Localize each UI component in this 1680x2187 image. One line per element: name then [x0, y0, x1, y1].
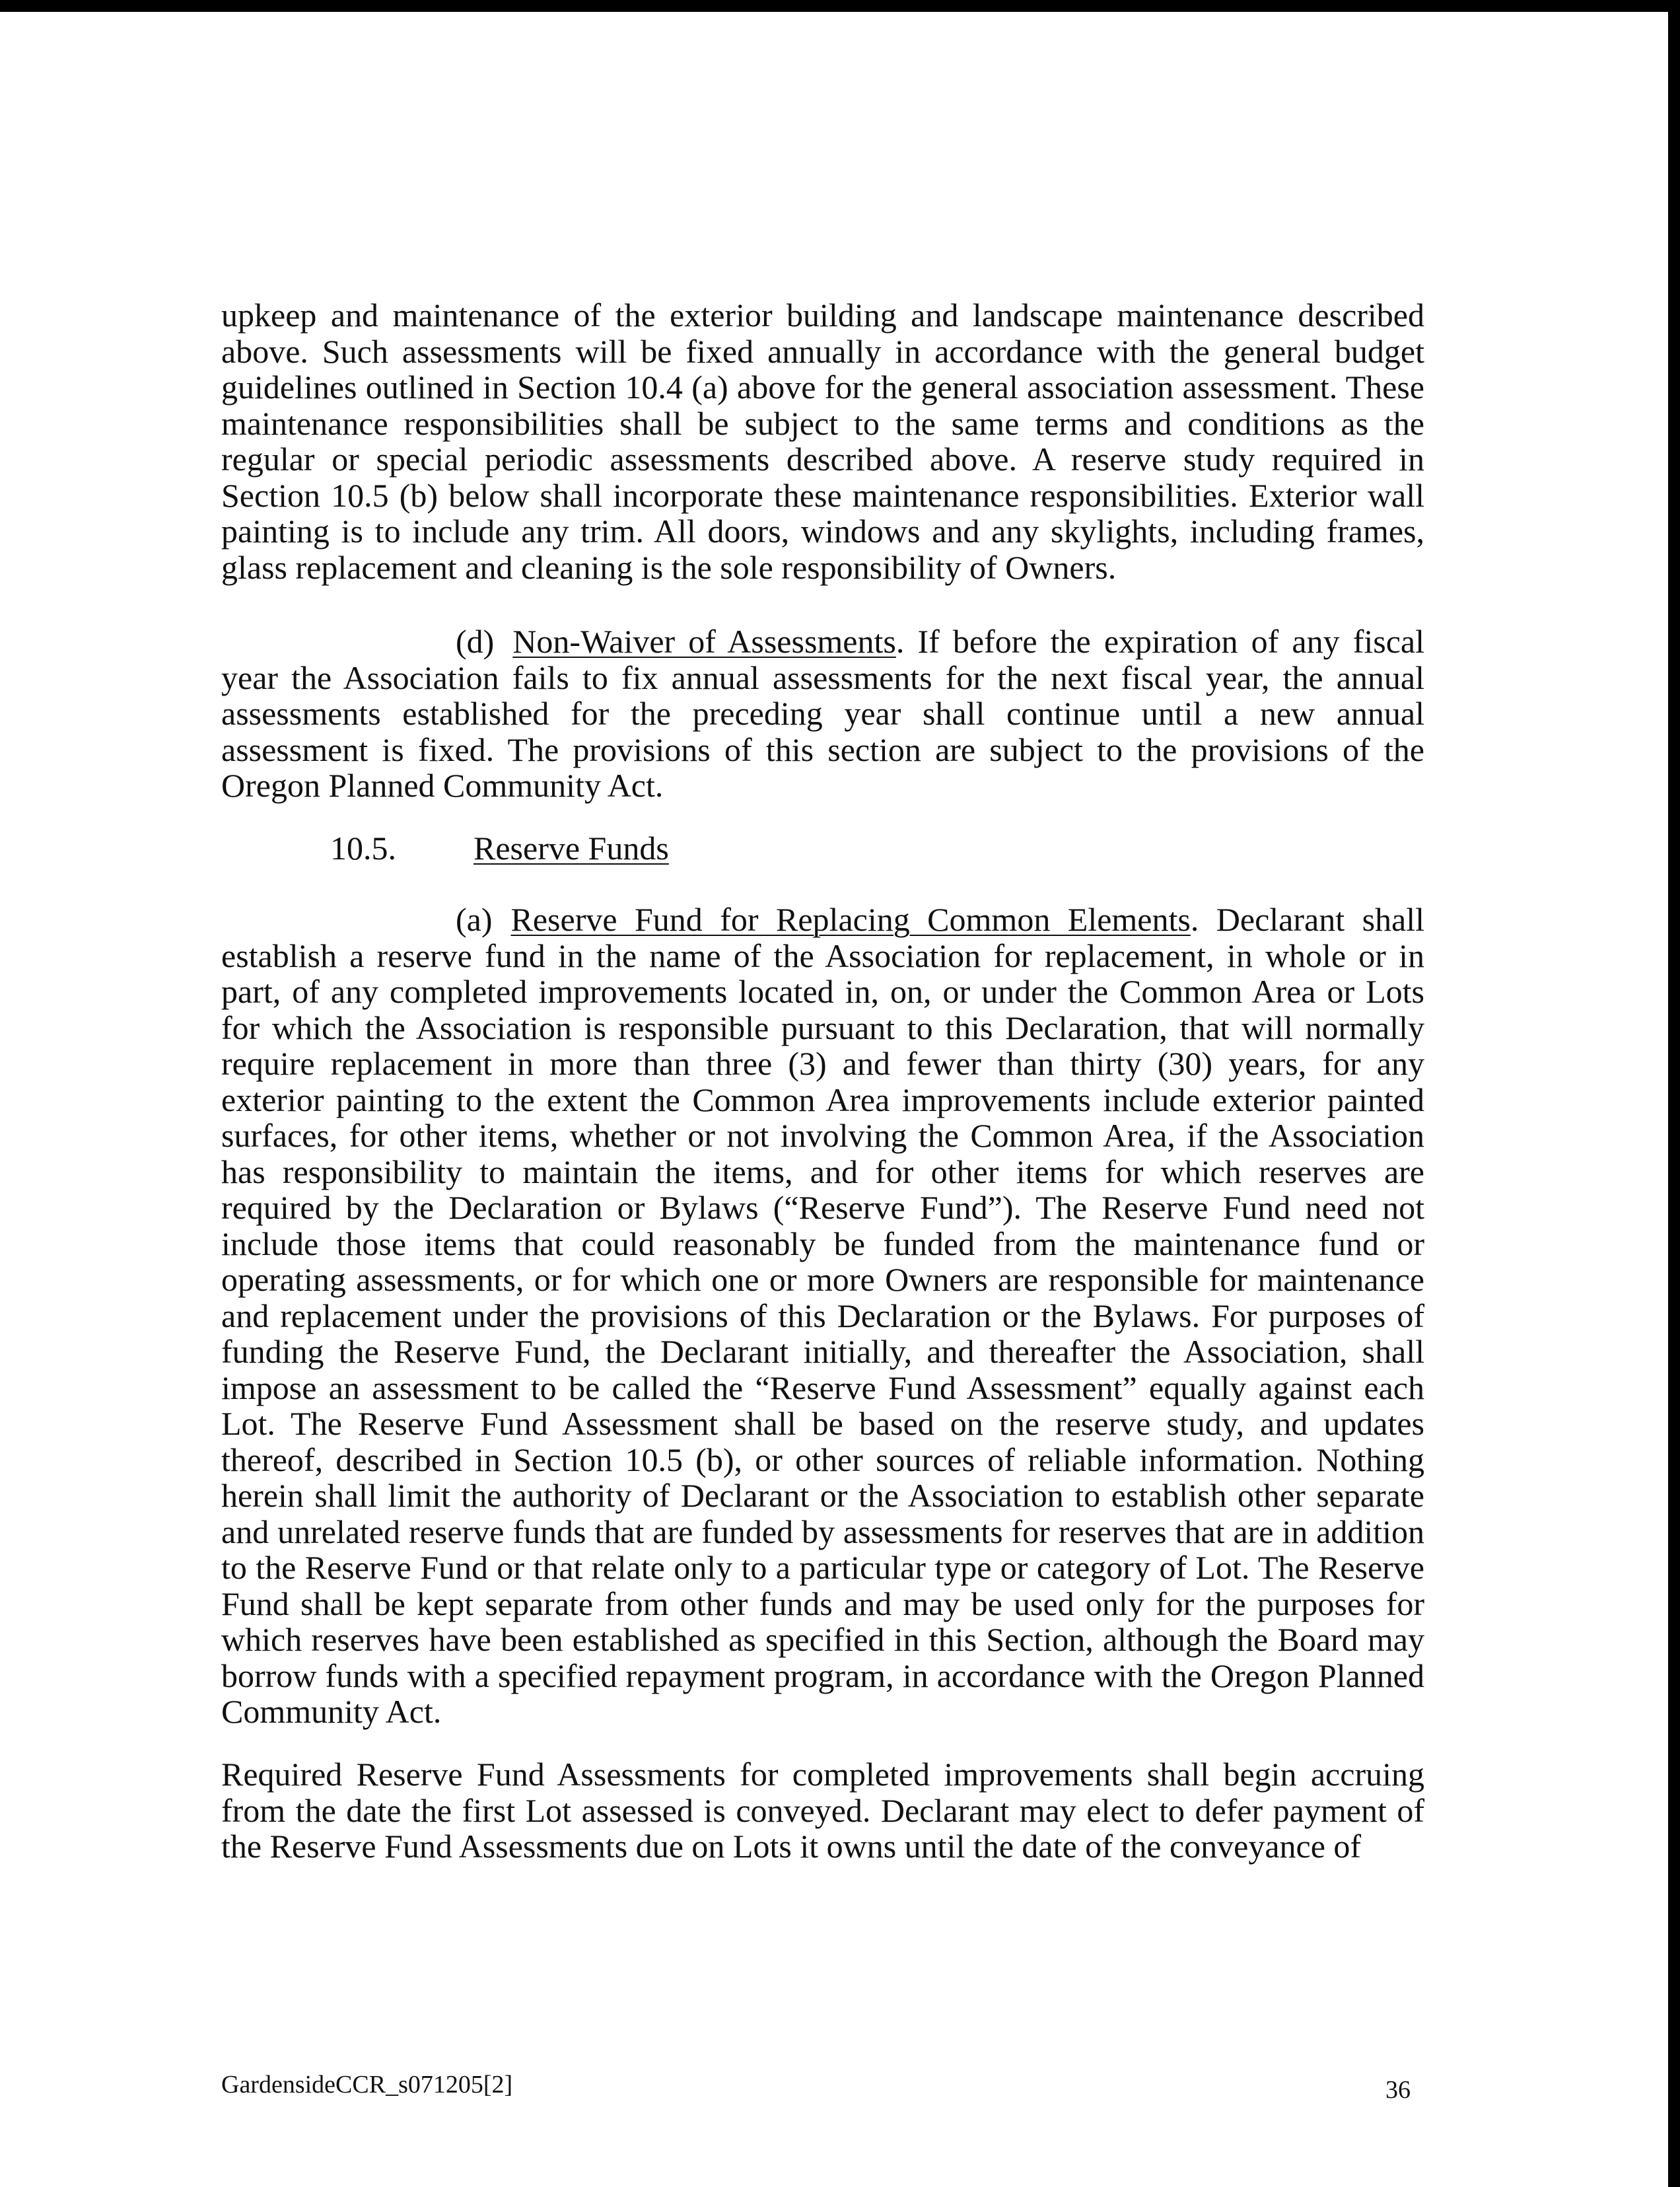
footer-page-number: 36: [1385, 2076, 1411, 2104]
paragraph-required-reserve: Required Reserve Fund Assessments for completed improvements shall begin accruing from the date the first Lot assessed is conveyed. Declarant may elect to defer payment of the Reserve Fund Assessments due on Lots it owns until the date of the conveyance of: [221, 1756, 1424, 1865]
footer-document-id: GardensideCCR_s071205[2]: [221, 2071, 513, 2098]
section-number: 10.5.: [330, 830, 396, 867]
paragraph-reserve-fund-replacing: [221, 902, 1424, 1730]
subsection-label-d: (d): [456, 623, 495, 660]
subsection-heading-reserve-fund: Reserve Fund for Replacing Common Elements: [510, 901, 1191, 938]
subsection-body-non-waiver: . If before the expiration of any fiscal year the Association fails to fix annual assessments for the next fiscal year, the annual assessments established for the preceding year shall continue until a new annual assessment is fixed. The provisions of this section are subject to the provisions of the Oregon Planned Community Act.: [221, 623, 1424, 804]
scan-border-right: [1668, 0, 1680, 2187]
subsection-body-reserve-fund: . Declarant shall establish a reserve fund in the name of the Association for replacement, in whole or in part, of any completed improvements located in, on, or under the Common Area or Lots for which the Association is responsible pursuant to this Declaration, that will normally require replacement in more than three (3) and fewer than thirty (30) years, for any exterior painting to the extent the Common Area improvements include exterior painted surfaces, for other items, whether or not involving the Common Area, if the Association has responsibility to maintain the items, and for other items for which reserves are required by the Declaration or Bylaws (“Reserve Fund”). The Reserve Fund need not include those items that could reasonably be funded from the maintenance fund or operating assessments, or for which one or more Owners are responsible for maintenance and replacement under the provisions of this Declaration or the Bylaws. For purposes of funding the Reserve Fund, the Declarant initially, and thereafter the Association, shall impose an assessment to be called the “Reserve Fund Assessment” equally against each Lot. The Reserve Fund Assessment shall be based on the reserve study, and updates thereof, described in Section 10.5 (b), or other sources of reliable information. Nothing herein shall limit the authority of Declarant or the Association to establish other separate and unrelated reserve funds that are funded by assessments for reserves that are in addition to the Reserve Fund or that relate only to a particular type or category of Lot. The Reserve Fund shall be kept separate from other funds and may be used only for the purposes for which reserves have been established as specified in this Section, although the Board may borrow funds with a specified repayment program, in accordance with the Oregon Planned Community Act.: [221, 901, 1425, 1730]
section-heading-reserve-funds: [330, 828, 669, 868]
paragraph-maintenance-assessments: upkeep and maintenance of the exterior building and landscape maintenance described above. Such assessments will be fixed annually in accordance with the general budget guidelines outlined in Section 10.4 (a) above for the general association assessment. These maintenance responsibilities shall be subject to the same terms and conditions as the regular or special periodic assessments described above. A reserve study required in Section 10.5 (b) below shall incorporate these maintenance responsibilities. Exterior wall painting is to include any trim. All doors, windows and any skylights, including frames, glass replacement and cleaning is the sole responsibility of Owners.: [221, 297, 1424, 586]
section-title: Reserve Funds: [473, 830, 669, 867]
subsection-label-a: (a): [456, 901, 493, 938]
subsection-heading-non-waiver: Non-Waiver of Assessments: [512, 623, 896, 660]
paragraph-non-waiver: [221, 624, 1424, 804]
scan-border-top: [0, 0, 1680, 12]
